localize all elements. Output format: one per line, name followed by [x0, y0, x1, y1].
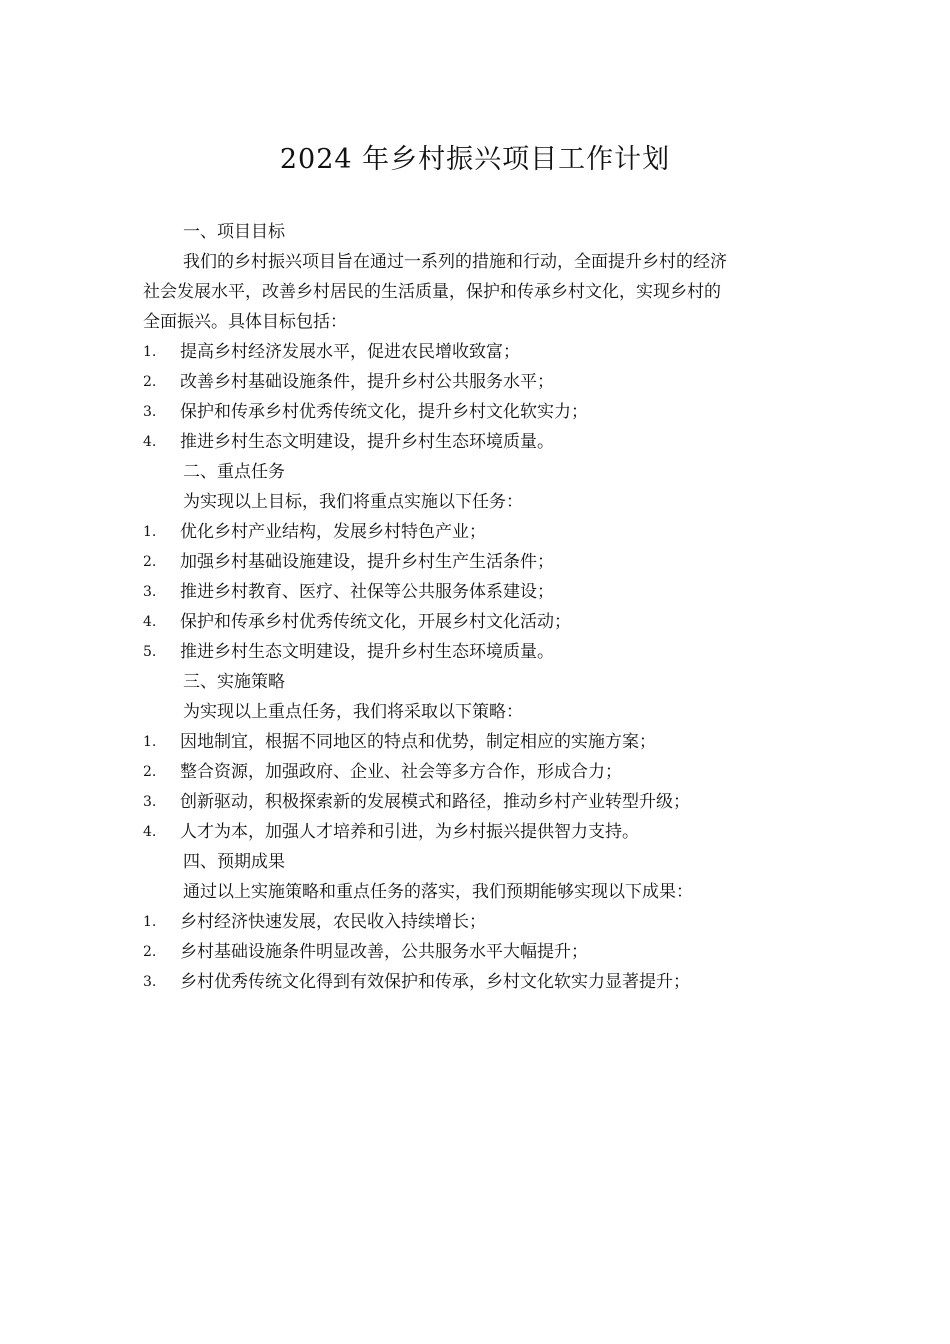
paragraph-line: 社会发展水平，改善乡村居民的生活质量，保护和传承乡村文化，实现乡村的: [143, 282, 721, 302]
section-heading-tasks: 二、重点任务: [183, 462, 285, 482]
list-text: 推进乡村生态文明建设，提升乡村生态环境质量。: [180, 642, 554, 662]
list-number: 1.: [143, 344, 157, 360]
list-number: 3.: [143, 584, 157, 600]
list-item: [143, 367, 813, 397]
list-text: 保护和传承乡村优秀传统文化，开展乡村文化活动；: [180, 612, 571, 632]
list-item: [143, 937, 813, 967]
section-heading-goals: 一、项目目标: [183, 222, 285, 242]
paragraph-line: 全面振兴。具体目标包括：: [143, 312, 347, 332]
document-body: [143, 217, 813, 997]
list-text: 人才为本，加强人才培养和引进，为乡村振兴提供智力支持。: [180, 822, 639, 842]
list-item: [143, 787, 813, 817]
list-number: 1.: [143, 914, 157, 930]
list-item: [143, 967, 813, 997]
list-text: 保护和传承乡村优秀传统文化，提升乡村文化软实力；: [180, 402, 588, 422]
list-number: 2.: [143, 944, 157, 960]
list-text: 优化乡村产业结构，发展乡村特色产业；: [180, 522, 486, 542]
list-number: 4.: [143, 824, 157, 840]
list-item: [143, 577, 813, 607]
list-number: 4.: [143, 434, 157, 450]
list-number: 1.: [143, 734, 157, 750]
list-text: 整合资源，加强政府、企业、社会等多方合作，形成合力；: [180, 762, 622, 782]
section-heading-outcomes: 四、预期成果: [183, 852, 285, 872]
paragraph-line: 通过以上实施策略和重点任务的落实，我们预期能够实现以下成果：: [183, 882, 693, 902]
list-item: [143, 817, 813, 847]
list-number: 5.: [143, 644, 157, 660]
list-text: 创新驱动，积极探索新的发展模式和路径，推动乡村产业转型升级；: [180, 792, 690, 812]
list-item: [143, 637, 813, 667]
list-number: 3.: [143, 404, 157, 420]
list-text: 推进乡村教育、医疗、社保等公共服务体系建设；: [180, 582, 554, 602]
list-text: 加强乡村基础设施建设，提升乡村生产生活条件；: [180, 552, 554, 572]
list-text: 提高乡村经济发展水平，促进农民增收致富；: [180, 342, 520, 362]
list-number: 1.: [143, 524, 157, 540]
list-text: 乡村经济快速发展，农民收入持续增长；: [180, 912, 486, 932]
list-item: [143, 397, 813, 427]
list-item: [143, 727, 813, 757]
list-number: 4.: [143, 614, 157, 630]
list-item: [143, 427, 813, 457]
list-text: 乡村优秀传统文化得到有效保护和传承，乡村文化软实力显著提升；: [180, 972, 690, 992]
section-heading-strategy: 三、实施策略: [183, 672, 285, 692]
list-item: [143, 907, 813, 937]
list-item: [143, 607, 813, 637]
document-title: 2024 年乡村振兴项目工作计划: [279, 144, 671, 175]
paragraph-line: 为实现以上重点任务，我们将采取以下策略：: [183, 702, 523, 722]
list-text: 改善乡村基础设施条件，提升乡村公共服务水平；: [180, 372, 554, 392]
list-text: 推进乡村生态文明建设，提升乡村生态环境质量。: [180, 432, 554, 452]
list-number: 3.: [143, 794, 157, 810]
list-number: 2.: [143, 374, 157, 390]
list-item: [143, 517, 813, 547]
list-item: [143, 757, 813, 787]
list-text: 乡村基础设施条件明显改善，公共服务水平大幅提升；: [180, 942, 588, 962]
paragraph-line: 为实现以上目标，我们将重点实施以下任务：: [183, 492, 523, 512]
list-number: 3.: [143, 974, 157, 990]
list-item: [143, 337, 813, 367]
list-number: 2.: [143, 554, 157, 570]
paragraph-line: 我们的乡村振兴项目旨在通过一系列的措施和行动，全面提升乡村的经济: [183, 252, 727, 272]
list-item: [143, 547, 813, 577]
list-text: 因地制宜，根据不同地区的特点和优势，制定相应的实施方案；: [180, 732, 656, 752]
list-number: 2.: [143, 764, 157, 780]
